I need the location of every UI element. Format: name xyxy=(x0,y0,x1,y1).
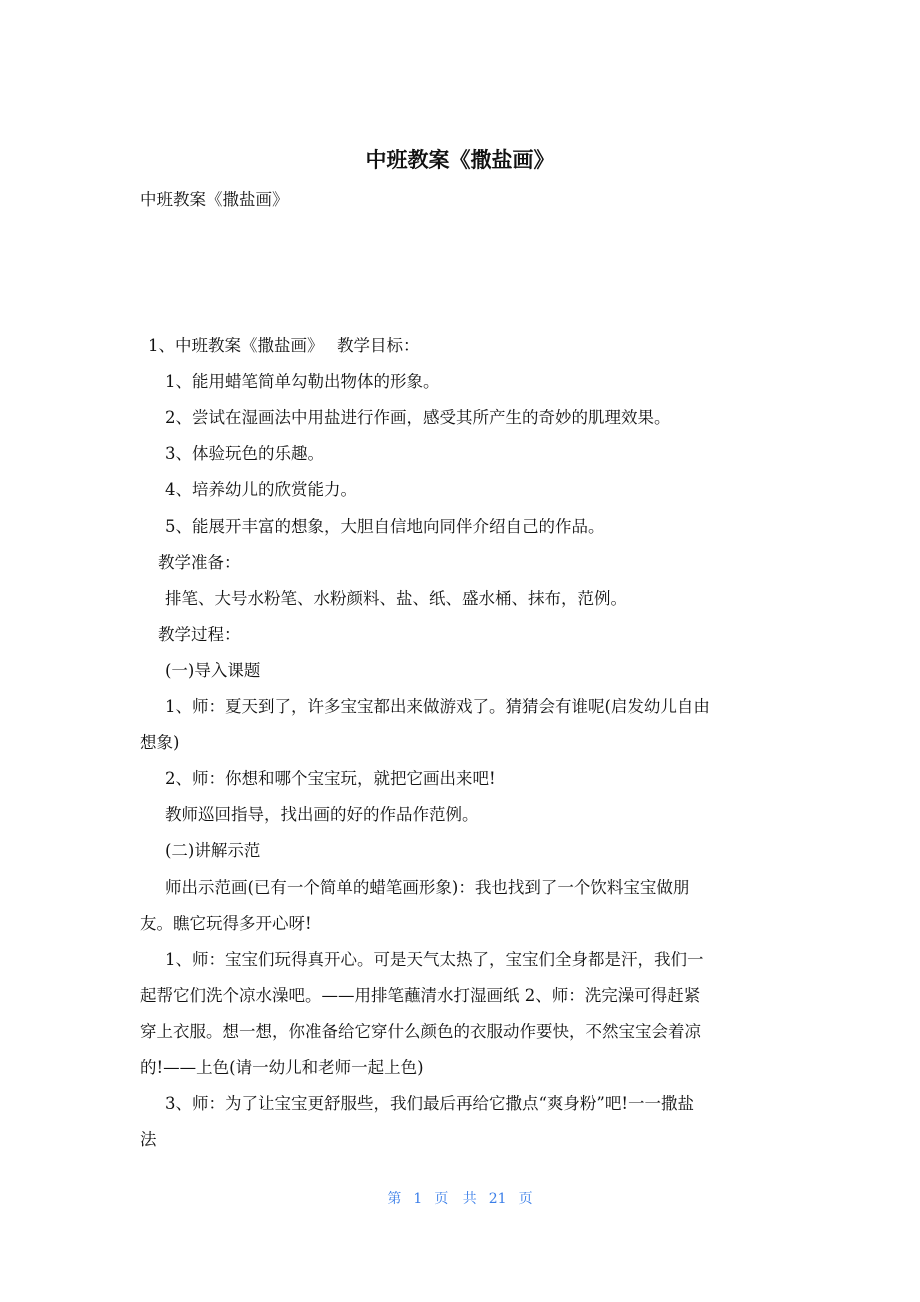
text-line: 的!——上色(请一幼儿和老师一起上色) xyxy=(140,1058,424,1077)
text-line: 排笔、大号水粉笔、水粉颜料、盐、纸、盛水桶、抹布，范例。 xyxy=(165,588,627,608)
document-subtitle: 中班教案《撒盐画》 xyxy=(140,190,289,209)
text-line: 师出示范画(已有一个简单的蜡笔画形象)：我也找到了一个饮料宝宝做朋 xyxy=(165,877,690,897)
text-line: 1、能用蜡笔简单勾勒出物体的形象。 xyxy=(165,372,440,392)
text-line: 5、能展开丰富的想象，大胆自信地向同伴介绍自己的作品。 xyxy=(165,516,605,536)
text-line: 教学过程： xyxy=(158,624,241,644)
text-line: 友。瞧它玩得多开心呀! xyxy=(140,913,312,933)
footer-prefix: 第 xyxy=(387,1191,402,1207)
footer-suffix: 页 xyxy=(518,1191,533,1207)
text-line: 2、师：你想和哪个宝宝玩，就把它画出来吧! xyxy=(165,769,496,789)
text-line: 法 xyxy=(140,1130,157,1150)
text-line: (二)讲解示范 xyxy=(165,841,261,861)
text-line: 穿上衣服。想一想，你准备给它穿什么颜色的衣服动作要快，不然宝宝会着凉 xyxy=(140,1021,701,1041)
footer-middle: 页 共 xyxy=(434,1191,477,1207)
text-line: 2、尝试在湿画法中用盐进行作画，感受其所产生的奇妙的肌理效果。 xyxy=(165,408,671,428)
text-line: 3、体验玩色的乐趣。 xyxy=(165,444,324,464)
text-line: 1、师：夏天到了，许多宝宝都出来做游戏了。猜猜会有谁呢(启发幼儿自由 xyxy=(165,697,710,716)
document-title: 中班教案《撒盐画》 xyxy=(365,148,555,172)
text-line: 1、师：宝宝们玩得真开心。可是天气太热了，宝宝们全身都是汗，我们一 xyxy=(165,949,704,969)
text-line: 4、培养幼儿的欣赏能力。 xyxy=(165,480,357,500)
text-line: 1、中班教案《撒盐画》 教学目标： xyxy=(148,336,420,355)
text-line: 3、师：为了让宝宝更舒服些，我们最后再给它撒点“爽身粉”吧!一一撒盐 xyxy=(165,1094,694,1114)
text-line: 起帮它们洗个凉水澡吧。——用排笔蘸清水打湿画纸 2、师：洗完澡可得赶紧 xyxy=(140,985,701,1005)
page-footer xyxy=(0,1188,920,1208)
text-line: 教师巡回指导，找出画的好的作品作范例。 xyxy=(165,805,479,825)
footer-page-number: 1 xyxy=(413,1191,423,1207)
footer-total-pages: 21 xyxy=(488,1191,507,1207)
text-line: (一)导入课题 xyxy=(165,660,261,680)
text-line: 教学准备： xyxy=(158,552,241,572)
text-line: 想象) xyxy=(140,733,180,753)
